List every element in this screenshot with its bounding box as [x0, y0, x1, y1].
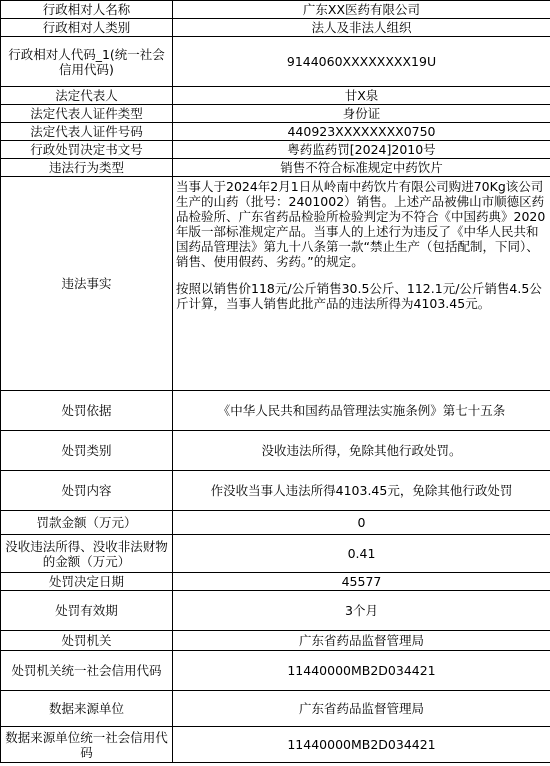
row-label: 处罚决定日期	[1, 573, 173, 591]
row-value: 广东XX医药有限公司	[173, 1, 550, 19]
table-row	[1, 1, 550, 19]
row-value: 3个月	[173, 591, 550, 631]
row-value: 11440000MB2D034421	[173, 727, 550, 763]
row-label: 行政相对人名称	[1, 1, 173, 19]
row-value: 11440000MB2D034421	[173, 651, 550, 691]
row-label: 违法行为类型	[1, 159, 173, 177]
row-value: 销售不符合标准规定中药饮片	[173, 159, 550, 177]
row-label: 数据来源单位	[1, 691, 173, 727]
row-label: 处罚有效期	[1, 591, 173, 631]
row-label: 处罚机关统一社会信用代码	[1, 651, 173, 691]
row-value: 甘X泉	[173, 87, 550, 105]
row-label: 处罚依据	[1, 391, 173, 431]
table-row	[1, 19, 550, 37]
row-value: 《中华人民共和国药品管理法实施条例》第七十五条	[173, 391, 550, 431]
row-label: 行政相对人类别	[1, 19, 173, 37]
row-value: 0	[173, 511, 550, 535]
row-label: 违法事实	[1, 177, 173, 391]
table-row	[1, 123, 550, 141]
table-row	[1, 391, 550, 431]
row-value: 没收违法所得，免除其他行政处罚。	[173, 431, 550, 471]
table-row	[1, 691, 550, 727]
row-value: 45577	[173, 573, 550, 591]
row-label: 处罚内容	[1, 471, 173, 511]
table-row	[1, 471, 550, 511]
table-row	[1, 37, 550, 87]
row-value: 9144060XXXXXXXX19U	[173, 37, 550, 87]
fact-paragraph: 按照以销售价118元/公斤销售30.5公斤、112.1元/公斤销售4.5公斤计算，当事人销售此批产品的违法所得为4103.45元。	[176, 281, 542, 311]
row-value	[173, 177, 550, 391]
row-label: 数据来源单位统一社会信用代码	[1, 727, 173, 763]
table-row	[1, 141, 550, 159]
fact-paragraph: 当事人于2024年2月1日从岭南中药饮片有限公司购进70Kg该公司生产的山药（批号：2401002）销售。上述产品被佛山市顺德区药品检验所、广东省药品检验所检验判定为不符合《中国药典》2020年版一部标准规定产品。当事人的上述行为违反了《中华人民共和国药品管理法》第九十八条第一款“禁止生产（包括配制，下同）、销售、使用假药、劣药。”的规定。	[176, 179, 546, 269]
table-row	[1, 727, 550, 763]
table-row	[1, 591, 550, 631]
row-value: 粤药监药罚[2024]2010号	[173, 141, 550, 159]
row-label: 法定代表人证件号码	[1, 123, 173, 141]
row-label: 法定代表人	[1, 87, 173, 105]
row-label: 处罚机关	[1, 631, 173, 651]
row-value: 0.41	[173, 535, 550, 573]
table-row	[1, 631, 550, 651]
table-row	[1, 177, 550, 391]
row-label: 罚款金额（万元）	[1, 511, 173, 535]
row-label: 法定代表人证件类型	[1, 105, 173, 123]
table-row	[1, 159, 550, 177]
table-row	[1, 87, 550, 105]
row-label: 处罚类别	[1, 431, 173, 471]
row-label: 行政相对人代码_1(统一社会信用代码)	[1, 37, 173, 87]
table-row	[1, 511, 550, 535]
row-value: 广东省药品监督管理局	[173, 631, 550, 651]
row-value: 广东省药品监督管理局	[173, 691, 550, 727]
table-row	[1, 431, 550, 471]
row-label: 行政处罚决定书文号	[1, 141, 173, 159]
row-value: 法人及非法人组织	[173, 19, 550, 37]
table-row	[1, 651, 550, 691]
row-label: 没收违法所得、没收非法财物的金额（万元）	[1, 535, 173, 573]
row-value: 作没收当事人违法所得4103.45元，免除其他行政处罚	[173, 471, 550, 511]
row-value: 身份证	[173, 105, 550, 123]
table-row	[1, 105, 550, 123]
row-value: 440923XXXXXXXX0750	[173, 123, 550, 141]
table-row	[1, 573, 550, 591]
table-row	[1, 535, 550, 573]
